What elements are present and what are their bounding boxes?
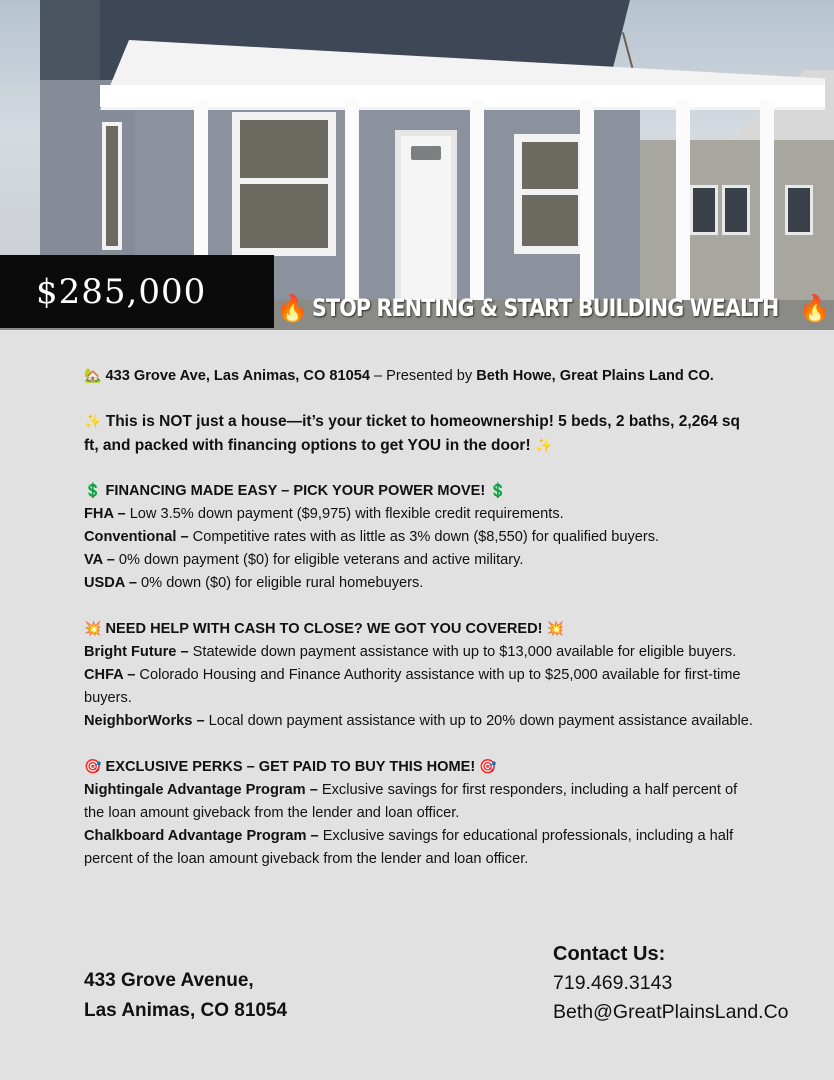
contact-email: Beth@GreatPlainsLand.Co <box>553 1001 789 1023</box>
assistance-item-neighborworks <box>84 710 754 733</box>
item-text: Statewide down payment assistance with up to $13,000 available for eligible buyers. <box>192 644 737 660</box>
item-text: Exclusive savings for educational professionals, including a half percent of the loan amount giveback from the lender and loan officer. <box>84 828 734 867</box>
address-line-2: Las Animas, CO 81054 <box>84 1000 288 1021</box>
intro-line <box>84 364 754 388</box>
intro-presented-by: – Presented by <box>374 368 473 384</box>
assistance-item-bright-future <box>84 641 754 664</box>
item-text: 0% down payment ($0) for eligible veterans and active military. <box>118 552 524 568</box>
perk-item-chalkboard <box>84 825 754 871</box>
sparkles-icon: ✨ <box>534 436 553 453</box>
side-window <box>102 122 122 250</box>
front-window-left <box>232 112 336 256</box>
item-text: Exclusive savings for first responders, including a half percent of the loan amount giveback from the lender and loan officer. <box>84 782 738 821</box>
assistance-item-chfa <box>84 664 754 710</box>
perk-item-nightingale <box>84 779 754 825</box>
item-label: Chalkboard Advantage Program – <box>84 828 319 844</box>
front-door <box>395 130 457 310</box>
item-label: NeighborWorks – <box>84 713 205 729</box>
financing-item-conventional <box>84 526 754 549</box>
financing-item-va <box>84 549 754 572</box>
assistance-title-text: NEED HELP WITH CASH TO CLOSE? WE GOT YOU COVERED! <box>105 621 543 637</box>
intro-presenter: Beth Howe, Great Plains Land CO. <box>476 368 714 384</box>
item-label: USDA – <box>84 575 137 591</box>
price: $285,000 <box>36 271 207 312</box>
explosion-icon: 💥 <box>84 620 102 636</box>
item-label: Nightingale Advantage Program – <box>84 782 318 798</box>
intro-address: 433 Grove Ave, Las Animas, CO 81054 <box>105 368 370 384</box>
contact-title: Contact Us: <box>553 943 666 965</box>
item-text: Local down payment assistance with up to 20% down payment assistance available. <box>208 713 753 729</box>
price-tag <box>0 255 274 328</box>
dollar-icon: 💲 <box>84 482 102 498</box>
financing-title-text: FINANCING MADE EASY – PICK YOUR POWER MOVE! <box>105 483 486 499</box>
item-label: Conventional – <box>84 529 189 545</box>
contact-phone: 719.469.3143 <box>553 972 673 994</box>
banner-text: STOP RENTING & START BUILDING WEALTH <box>312 294 779 322</box>
item-label: Bright Future – <box>84 644 189 660</box>
house-icon: 🏡 <box>84 367 102 383</box>
item-text: Competitive rates with as little as 3% down ($8,550) for qualified buyers. <box>192 529 660 545</box>
fire-icon: 🔥 <box>798 293 832 323</box>
fire-icon: 🔥 <box>276 293 309 323</box>
headline-text <box>84 410 754 457</box>
dollar-icon: 💲 <box>489 482 507 498</box>
front-window-right <box>514 134 586 254</box>
item-label: CHFA – <box>84 667 136 683</box>
item-label: VA – <box>84 552 115 568</box>
neighbor-window <box>785 185 813 235</box>
listing-details <box>84 364 754 871</box>
perks-title-text: EXCLUSIVE PERKS – GET PAID TO BUY THIS HOME! <box>105 759 476 775</box>
headline-copy: This is NOT just a house—it’s your ticket to homeownership! 5 beds, 2 baths, 2,264 sq ft, and packed with financing options to get YOU in the door! <box>84 413 740 454</box>
target-icon: 🎯 <box>479 758 497 774</box>
footer-address <box>84 966 287 1026</box>
contact-block <box>553 940 789 1027</box>
item-text: 0% down ($0) for eligible rural homebuyers. <box>141 575 424 591</box>
financing-title <box>84 479 754 503</box>
perks-title <box>84 755 754 779</box>
financing-item-fha <box>84 503 754 526</box>
explosion-icon: 💥 <box>546 620 565 636</box>
item-text: Low 3.5% down payment ($9,975) with flexible credit requirements. <box>129 506 564 522</box>
headline-banner <box>276 288 832 328</box>
sparkles-icon: ✨ <box>84 413 102 429</box>
neighbor-window <box>722 185 750 235</box>
target-icon: 🎯 <box>84 758 102 774</box>
item-text: Colorado Housing and Finance Authority assistance with up to $25,000 available for first-time buyers. <box>84 667 741 706</box>
address-line-1: 433 Grove Avenue, <box>84 970 254 991</box>
house-photo <box>0 0 834 330</box>
financing-item-usda <box>84 572 754 595</box>
porch-fascia <box>100 85 825 107</box>
neighbor-window <box>690 185 718 235</box>
assistance-title <box>84 617 754 641</box>
item-label: FHA – <box>84 506 126 522</box>
